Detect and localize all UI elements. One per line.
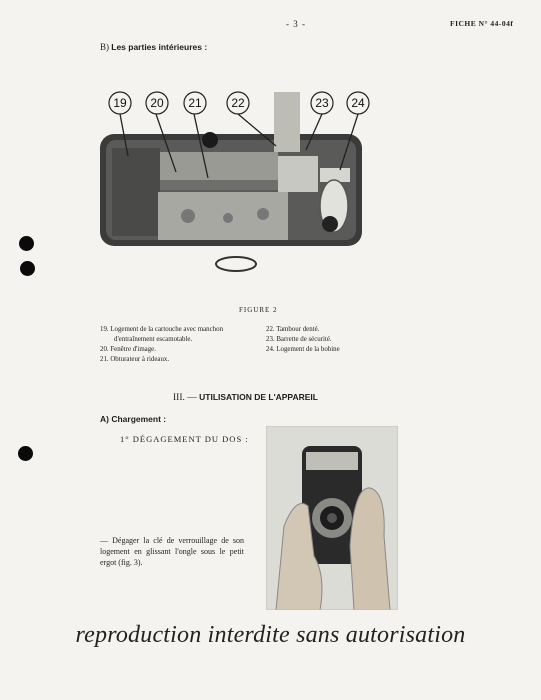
- callout-20: 20: [150, 96, 164, 110]
- legend-item-23: 23. Barrette de sécurité.: [266, 336, 332, 343]
- legend-item-21: 21. Obturateur à rideaux.: [100, 356, 170, 363]
- section-b-title: Les parties intérieures :: [111, 42, 208, 52]
- section-b-heading: [100, 42, 207, 52]
- callout-19: 19: [113, 96, 127, 110]
- fiche-number: FICHE N° 44-04f: [450, 19, 514, 28]
- instruction-text: — Dégager la clé de verrouillage de son logement en glissant l'ongle sous le petit ergot (fig. 3).: [100, 536, 244, 567]
- punch-hole: [20, 261, 35, 276]
- punch-hole: [18, 446, 33, 461]
- legend-item-22: 22. Tambour denté.: [266, 326, 320, 333]
- step-heading: 1° DÉGAGEMENT DU DOS :: [120, 434, 249, 444]
- callout-21: 21: [188, 96, 202, 110]
- section-b-letter: B): [100, 42, 109, 52]
- section-title: UTILISATION DE L'APPAREIL: [199, 392, 318, 402]
- callout-22: 22: [231, 96, 245, 110]
- legend-item-24: 24. Logement de la bobine: [266, 346, 340, 353]
- camera-handling-photo: [266, 426, 398, 610]
- subsection-heading: A) Chargement :: [100, 414, 167, 424]
- legend-right: [266, 325, 406, 355]
- callout-23: 23: [315, 96, 329, 110]
- punch-hole: [19, 236, 34, 251]
- section-number: III. —: [173, 393, 197, 403]
- legend-item-20: 20. Fenêtre d'image.: [100, 346, 156, 353]
- callout-24: 24: [351, 96, 365, 110]
- figure-caption: FIGURE 2: [239, 306, 278, 314]
- legend-item-19: 19. Logement de la cartouche avec manchon d'entraînement escamotable.: [100, 326, 224, 343]
- section-heading: [173, 392, 318, 403]
- watermark: reproduction interdite sans autorisation: [75, 622, 466, 648]
- legend-left: [100, 325, 260, 365]
- page-number: - 3 -: [286, 19, 306, 29]
- camera-interior-figure: [98, 86, 370, 274]
